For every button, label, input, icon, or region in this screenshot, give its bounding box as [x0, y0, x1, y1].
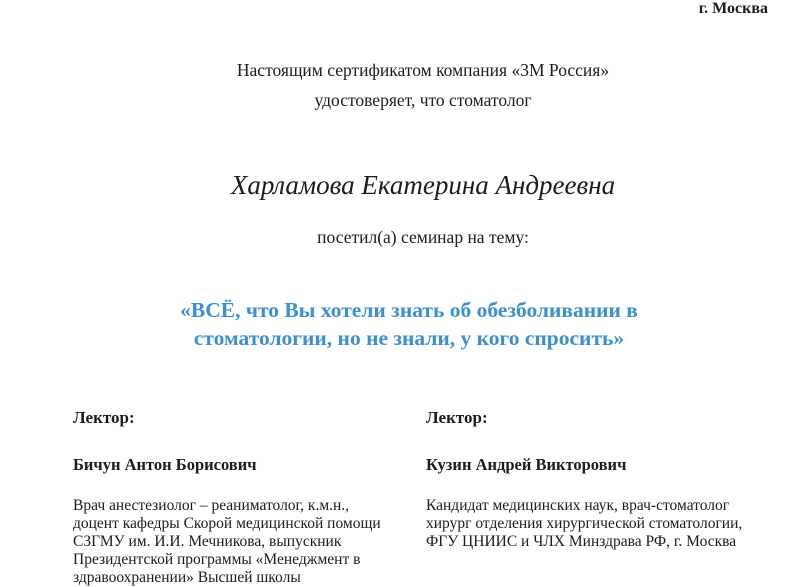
lecturer-description-line: ФГУ ЦНИИС и ЧЛХ Минздрава РФ, г. Москва — [426, 533, 737, 550]
attended-text: посетил(а) семинар на тему: — [317, 227, 529, 247]
lecturer-description-line: Кандидат медицинских наук, врач-стоматолог — [426, 497, 730, 514]
intro-line-2: удостоверяет, что стоматолог — [314, 90, 532, 110]
lecturer-description — [426, 497, 742, 551]
city-label: г. Москва — [698, 0, 768, 17]
lecturer-label: Лектор: — [426, 408, 488, 427]
lecturer-label: Лектор: — [73, 408, 135, 427]
lecturer-description-line: здравоохранении» Высшей школы — [73, 569, 301, 586]
lecturer-description-line: хирург отделения хирургической стоматологии, — [426, 515, 743, 532]
seminar-topic-line-1: «ВСЁ, что Вы хотели знать об обезболивании в — [180, 298, 638, 322]
intro-line-1: Настоящим сертификатом компания «3М Россия» — [236, 60, 610, 80]
lecturer-description-line: СЗГМУ им. И.И. Мечникова, выпускник — [73, 533, 342, 550]
lecturer-description-line: Врач анестезиолог – реаниматолог, к.м.н., — [73, 497, 350, 514]
lecturer-description-line: Президентской программы «Менеджмент в — [73, 551, 361, 568]
seminar-topic-line-2: стоматологии, но не знали, у кого спросить» — [193, 326, 625, 350]
lecturer-description — [73, 497, 381, 587]
recipient-name: Харламова Екатерина Андреевна — [230, 170, 616, 200]
lecturer-description-line: доцент кафедры Скорой медицинской помощи — [73, 515, 381, 532]
lecturer-name: Бичун Антон Борисович — [73, 455, 257, 474]
lecturer-name: Кузин Андрей Викторович — [426, 455, 627, 474]
